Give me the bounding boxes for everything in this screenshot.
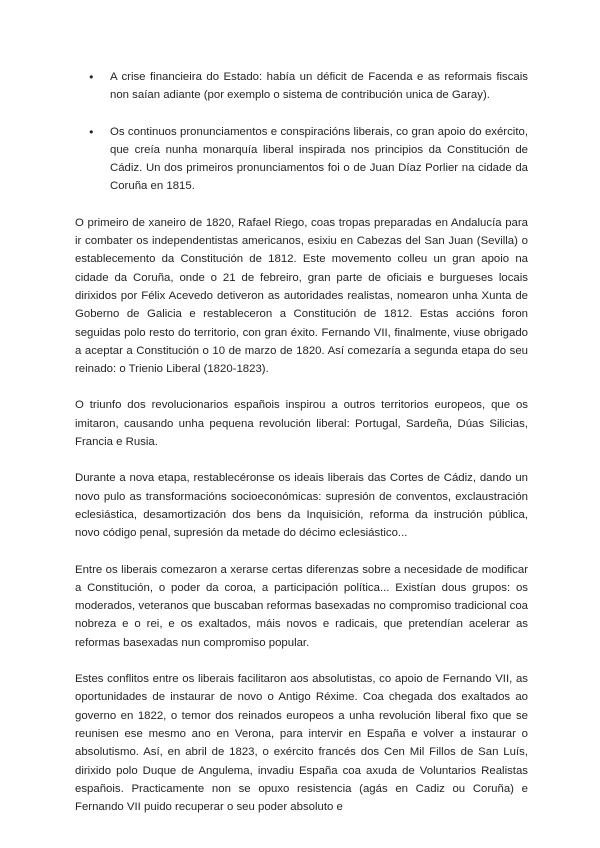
bullet-icon: ●: [89, 126, 94, 136]
bullet-item-state-finances: [75, 68, 528, 105]
bullet-text: A crise financieira do Estado: había un déficit de Facenda e as reformais fiscais non saían adiante (por exemplo o sistema de contribución unica de Garay).: [110, 71, 528, 102]
bullet-list: [75, 68, 528, 196]
paragraph-european-revolutions: O triunfo dos revolucionarios españois inspirou a outros territorios europeos, que os imitaron, causando unha pequena revolución liberal: Portugal, Sardeña, Dúas Silicias, Francia e Rusia.: [75, 399, 528, 449]
paragraph-moderados-exaltados: Entre os liberais comezaron a xerarse certas diferenzas sobre a necesidade de modificar a Constitución, o poder da coroa, a participación política... Existían dous grupos: os moderados, veteranos que buscaban reformas basexadas no compromiso tradicional coa nobreza e o rei, e os exaltados, máis novos e radicais, que pretendían acelerar as reformas basexadas nun compromiso popular.: [75, 563, 528, 649]
paragraph-absolutist-restoration: Estes conflitos entre os liberais facilitaron aos absolutistas, co apoio de Fernando VII, as oportunidades de instaurar de novo o Antigo Réxime. Coa chegada dos exaltados ao governo en 1822, o temor dos reinados europeos a unha revolución liberal fixo que se reunisen ese mesmo ano en Verona, para intervir en España e volver a instaurar o absolutismo. Así, en abril de 1823, o exército francés dos Cen Mil Fillos de San Luís, dirixido polo Duque de Angulema, invadiu España coa axuda de Voluntarios Realistas españois. Practicamente non se opuxo resistencia (agás en Cadiz ou Coruña) e Fernando VII puido recuperar o seu poder absoluto e: [75, 673, 528, 814]
bullet-item-pronunciamentos: [75, 123, 528, 196]
paragraph-liberal-reforms: Durante a nova etapa, restablecéronse os ideais liberais das Cortes de Cádiz, dando un novo pulo as transformacións socioeconómicas: supresión de conventos, exclaustración eclesiástica, desamortización dos bens da Inquisición, reforma da instrución pública, novo código penal, supresión da metade do décimo eclesiástico...: [75, 472, 528, 540]
bullet-text: Os continuos pronunciamentos e conspiracións liberais, co gran apoio do exército, que creía nunha monarquía liberal inspirada nos principios da Constitución de Cádiz. Un dos primeiros pronunciamentos foi o de Juan Díaz Porlier na cidade da Coruña en 1815.: [110, 125, 528, 193]
bullet-icon: ●: [89, 72, 94, 81]
paragraph-riego-1820: O primeiro de xaneiro de 1820, Rafael Riego, coas tropas preparadas en Andalucía para ir combater os independentistas americanos, esixiu en Cabezas del San Juan (Sevilla) o establecemento da Constitución de 1812. Este movemento colleu un gran apoio na cidade da Coruña, onde o 21 de febreiro, gran parte de oficiais e burgueses locais dirixidos por Félix Acevedo detiveron as autoridades realistas, nomearon unha Xunta de Goberno de Galicia e restableceron a Constitución de 1812. Estas accións foron seguidas polo resto do territorio, con gran éxito. Fernando VII, finalmente, viuse obrigado a aceptar a Constitución o 10 de marzo de 1820. Así comezaría a segunda etapa do seu reinado: o Trienio Liberal (1820-1823).: [75, 216, 528, 376]
